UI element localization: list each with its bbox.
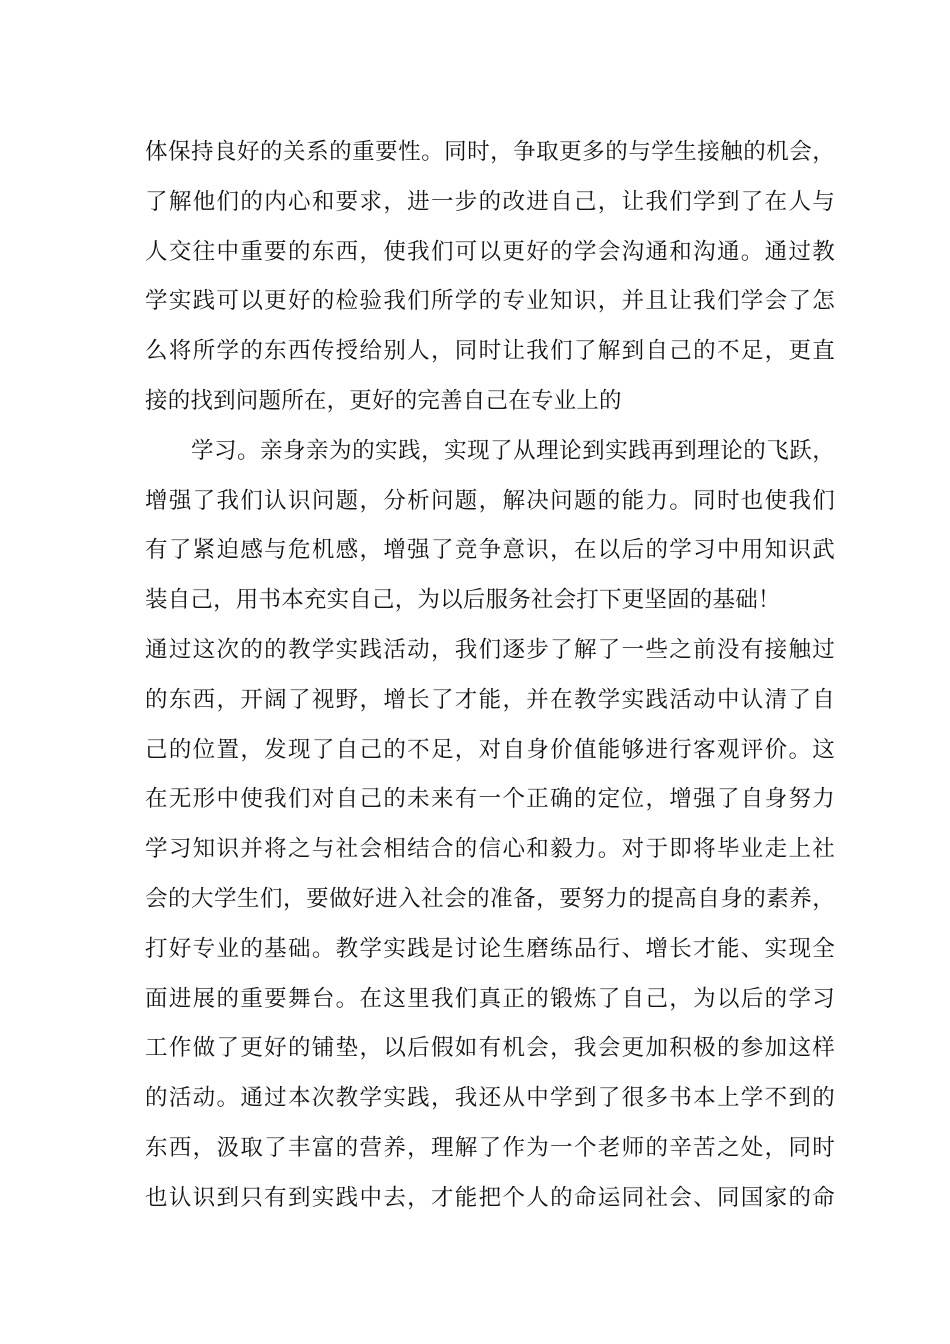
body-text <box>145 128 835 1224</box>
text-line: 体保持良好的关系的重要性。同时，争取更多的与学生接触的机会， <box>145 139 835 165</box>
text-line: 工作做了更好的铺垫，以后假如有机会，我会更加积极的参加这样 <box>145 1035 835 1062</box>
text-line: 学实践可以更好的检验我们所学的专业知识，并且让我们学会了怎 <box>145 288 835 315</box>
text-line: 在无形中使我们对自己的未来有一个正确的定位，增强了自身努力 <box>145 786 835 813</box>
text-line: 通过这次的的教学实践活动，我们逐步了解了一些之前没有接触过 <box>145 636 835 663</box>
text-line: 打好专业的基础。教学实践是讨论生磨练品行、增长才能、实现全 <box>145 935 835 962</box>
text-line: 东西，汲取了丰富的营养，理解了作为一个老师的辛苦之处，同时 <box>145 1134 835 1161</box>
text-line: 己的位置，发现了自己的不足，对自身价值能够进行客观评价。这 <box>145 736 835 763</box>
text-line: 学习知识并将之与社会相结合的信心和毅力。对于即将毕业走上社 <box>145 836 835 863</box>
text-line: 装自己，用书本充实自己，为以后服务社会打下更坚固的基础！ <box>145 587 781 614</box>
text-line: 增强了我们认识问题，分析问题，解决问题的能力。同时也使我们 <box>145 487 835 514</box>
text-line: 也认识到只有到实践中去，才能把个人的命运同社会、同国家的命 <box>145 1184 835 1211</box>
text-line: 面进展的重要舞台。在这里我们真正的锻炼了自己，为以后的学习 <box>145 985 835 1012</box>
text-line: 接的找到问题所在，更好的完善自己在专业上的 <box>145 387 622 414</box>
text-line: 了解他们的内心和要求，进一步的改进自己，让我们学到了在人与 <box>145 188 835 215</box>
text-line: 么将所学的东西传授给别人，同时让我们了解到自己的不足，更直 <box>145 338 835 365</box>
text-line: 会的大学生们，要做好进入社会的准备，要努力的提高自身的素养， <box>145 885 835 912</box>
text-line: 有了紧迫感与危机感，增强了竞争意识，在以后的学习中用知识武 <box>145 537 835 564</box>
text-line: 的活动。通过本次教学实践，我还从中学到了很多书本上学不到的 <box>145 1085 835 1112</box>
text-line: 的东西，开阔了视野，增长了才能，并在教学实践活动中认清了自 <box>145 686 835 713</box>
paragraph-first-line: 学习。亲身亲为的实践，实现了从理论到实践再到理论的飞跃， <box>191 437 835 464</box>
text-line: 人交往中重要的东西，使我们可以更好的学会沟通和沟通。通过教 <box>145 238 835 265</box>
